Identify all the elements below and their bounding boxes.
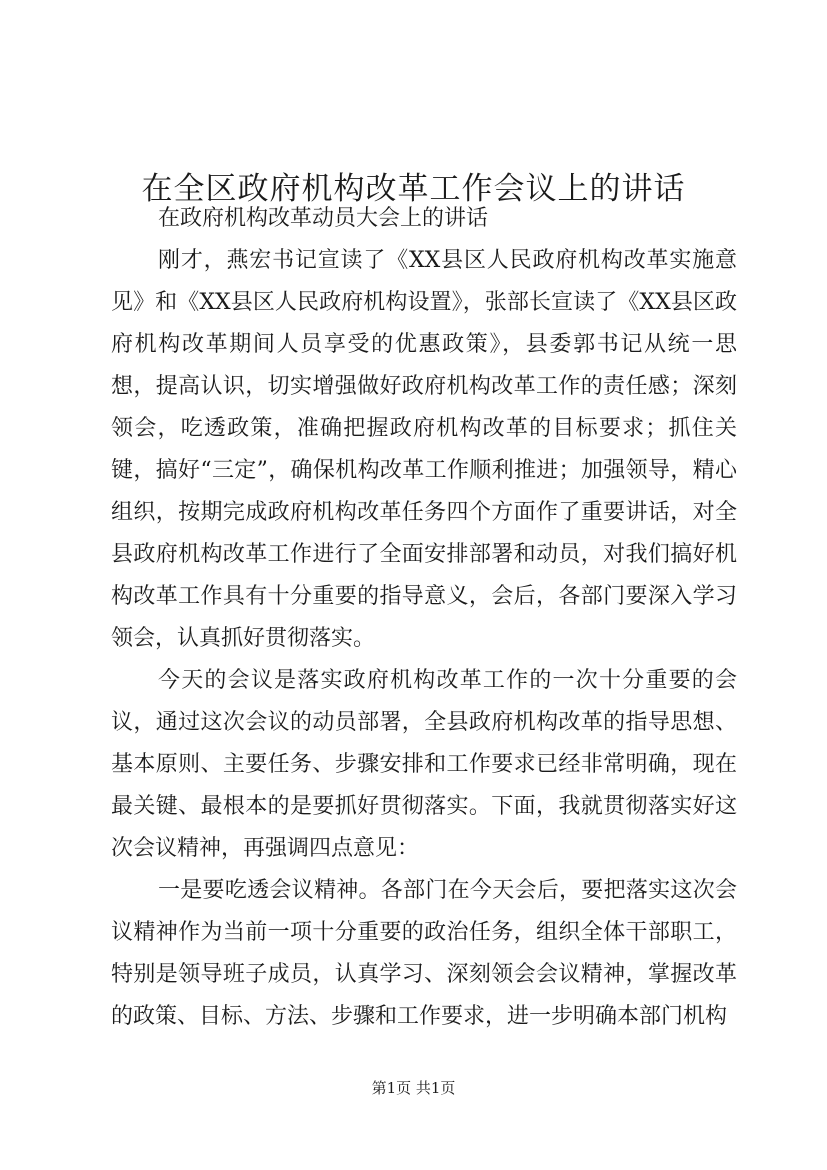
document-title: 在全区政府机构改革工作会议上的讲话 [141,170,686,207]
paragraph: 今天的会议是落实政府机构改革工作的一次十分重要的会议，通过这次会议的动员部署，全县政府机构改革的指导思想、基本原则、主要任务、步骤安排和工作要求已经非常明确，现在最关键、最根本的是要抓好贯彻落实。下面，我就贯彻落实好这次会议精神，再强调四点意见： [111,668,737,861]
paragraph: 一是要吃透会议精神。各部门在今天会后，要把落实这次会议精神作为当前一项十分重要的政治任务，组织全体干部职工，特别是领导班子成员，认真学习、深刻领会会议精神，掌握改革的政策、目标、方法、步骤和工作要求，进一步明确本部门机构 [111,878,737,1029]
page-footer: 第1页 共1页 [371,1079,456,1097]
document-body [111,198,737,1038]
document-subtitle: 在政府机构改革动员大会上的讲话 [158,206,489,231]
paragraph: 刚才，燕宏书记宣读了《XX县区人民政府机构改革实施意见》和《XX县区人民政府机构设置》，张部长宣读了《XX县区政府机构改革期间人员享受的优惠政策》，县委郭书记从统一思想，提高认识，切实增强做好政府机构改革工作的责任感；深刻领会，吃透政策，准确把握政府机构改革的目标要求；抓住关键，搞好“三定”，确保机构改革工作顺利推进；加强领导，精心组织，按期完成政府机构改革任务四个方面作了重要讲话，对全县政府机构改革工作进行了全面安排部署和动员，对我们搞好机构改革工作具有十分重要的指导意义，会后，各部门要深入学习领会，认真抓好贯彻落实。 [111,248,737,651]
